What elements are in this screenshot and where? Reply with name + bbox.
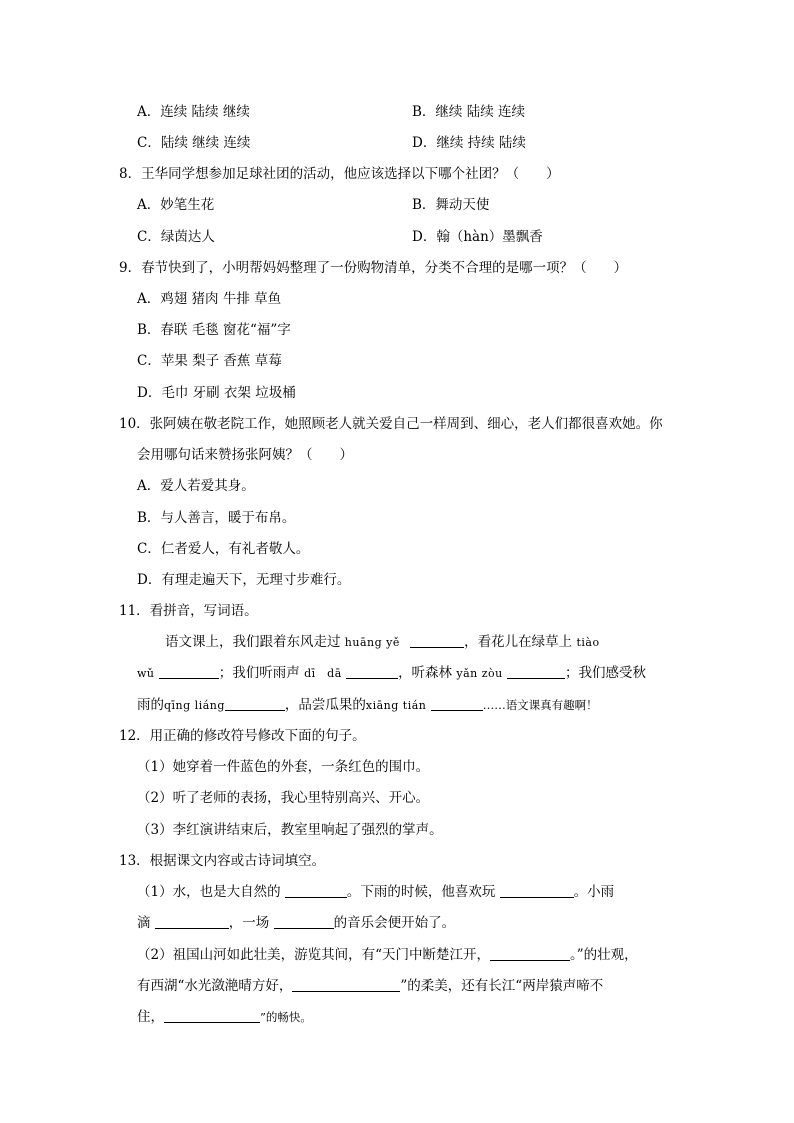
q11-paragraph-line3 — [137, 696, 598, 715]
q7-option-b: B．继续 陆续 连续 — [412, 104, 526, 120]
answer-blank[interactable] — [490, 946, 570, 961]
answer-blank[interactable] — [159, 664, 219, 679]
q11-text: ，听森林 — [398, 665, 453, 681]
q13-line2 — [137, 914, 455, 932]
q8-stem: 8．王华同学想参加足球社团的活动，他应该选择以下哪个社团？（ ） — [119, 166, 560, 182]
q7-option-d: D．继续 持续 陆续 — [412, 135, 526, 151]
q9-option-a: A．鸡翅 猪肉 牛排 草鱼 — [137, 291, 282, 307]
q9-option-d: D．毛巾 牙刷 衣架 垃圾桶 — [137, 385, 296, 401]
q11-text: ……语文课真有趣啊！ — [482, 698, 598, 712]
q11-text: ；我们感受秋 — [565, 665, 647, 681]
q13-text: ”的柔美，还有长江“两岸猿声啼不 — [400, 978, 604, 994]
q11-pinyin: tiào — [576, 636, 600, 649]
q10-stem-line2: 会用哪句话来赞扬张阿姨？（ ） — [137, 447, 353, 463]
answer-blank[interactable] — [346, 664, 398, 679]
q10-stem-line1: 10．张阿姨在敬老院工作，她照顾老人就关爱自己一样周到、细心，老人们都很喜欢她。你 — [119, 416, 663, 432]
q10-option-c: C．仁者爱人，有礼者敬人。 — [137, 541, 310, 557]
q10-option-d: D．有理走遍天下，无理寸步难行。 — [137, 572, 351, 588]
q11-stem: 11．看拼音，写词语。 — [119, 603, 258, 619]
q13-text: （1）水，也是大自然的 — [137, 884, 281, 900]
answer-blank[interactable] — [225, 696, 285, 711]
q12-sentence-1: （1）她穿着一件蓝色的外套，一条红色的围巾。 — [137, 759, 430, 775]
q11-pinyin: huāng yě — [344, 636, 400, 649]
q13-text: 住， — [137, 1009, 164, 1025]
q11-text: ，看花儿在绿草上 — [464, 634, 573, 650]
answer-blank[interactable] — [164, 1008, 260, 1023]
q11-paragraph-line1 — [165, 633, 600, 652]
q7-option-a: A．连续 陆续 继续 — [137, 104, 250, 120]
q13-text: 。”的壮观， — [570, 947, 638, 963]
q13-line5 — [137, 1008, 312, 1026]
q11-text: 雨的 — [137, 697, 164, 713]
answer-blank[interactable] — [155, 914, 229, 929]
q8-option-c: C．绿茵达人 — [137, 229, 215, 245]
q11-text: 语文课上，我们跟着东风走过 — [165, 634, 341, 650]
q11-text: ，品尝瓜果的 — [284, 697, 366, 713]
q11-pinyin: dī dā — [304, 667, 342, 680]
q8-option-b: B．舞动天使 — [412, 197, 490, 213]
q13-line3 — [137, 946, 638, 964]
answer-blank[interactable] — [507, 664, 565, 679]
q11-paragraph-line2 — [137, 664, 646, 683]
answer-blank[interactable] — [431, 696, 483, 711]
q10-option-a: A．爱人若爱其身。 — [137, 478, 255, 494]
q13-text: 滴 — [137, 915, 151, 931]
q8-option-d: D．翰（hàn）墨飘香 — [412, 229, 543, 245]
q13-line4 — [137, 977, 603, 995]
answer-blank[interactable] — [274, 914, 334, 929]
answer-blank[interactable] — [410, 633, 464, 648]
q13-line1 — [137, 883, 614, 901]
q12-sentence-3: （3）李红演讲结束后，教室里响起了强烈的掌声。 — [137, 822, 443, 838]
q11-pinyin: wǔ — [137, 667, 155, 680]
q12-stem: 12．用正确的修改符号修改下面的句子。 — [119, 728, 366, 744]
q9-option-c: C．苹果 梨子 香蕉 草莓 — [137, 353, 282, 369]
q11-text: ；我们听雨声 — [218, 665, 300, 681]
q13-text: ”的畅快。 — [260, 1010, 312, 1024]
q13-text: ，一场 — [228, 915, 270, 931]
q7-option-c: C．陆续 继续 连续 — [137, 135, 251, 151]
q13-text: 。下雨的时候，他喜欢玩 — [346, 884, 496, 900]
q13-text: （2）祖国山河如此壮美，游览其间，有“天门中断楚江开， — [137, 947, 490, 963]
q12-sentence-2: （2）听了老师的表扬，我心里特别高兴、开心。 — [137, 790, 430, 806]
q9-stem: 9．春节快到了，小明帮妈妈整理了一份购物清单，分类不合理的是哪一项？（ ） — [119, 260, 628, 276]
q11-pinyin: xiāng tián — [365, 699, 427, 712]
q13-text: 。小雨 — [573, 884, 615, 900]
q13-stem: 13．根据课文内容或古诗词填空。 — [119, 853, 326, 869]
answer-blank[interactable] — [500, 883, 574, 898]
answer-blank[interactable] — [285, 883, 347, 898]
q13-text: 的音乐会便开始了。 — [333, 915, 456, 931]
answer-blank[interactable] — [292, 977, 400, 992]
q9-option-b: B．春联 毛毯 窗花“福”字 — [137, 322, 291, 338]
q11-pinyin: yǎn zòu — [456, 667, 503, 680]
q11-pinyin: qīng liáng — [164, 699, 225, 712]
q10-option-b: B．与人善言，暖于布帛。 — [137, 510, 296, 526]
q8-option-a: A．妙笔生花 — [137, 197, 215, 213]
q13-text: 有西湖“水光潋滟晴方好， — [137, 978, 293, 994]
